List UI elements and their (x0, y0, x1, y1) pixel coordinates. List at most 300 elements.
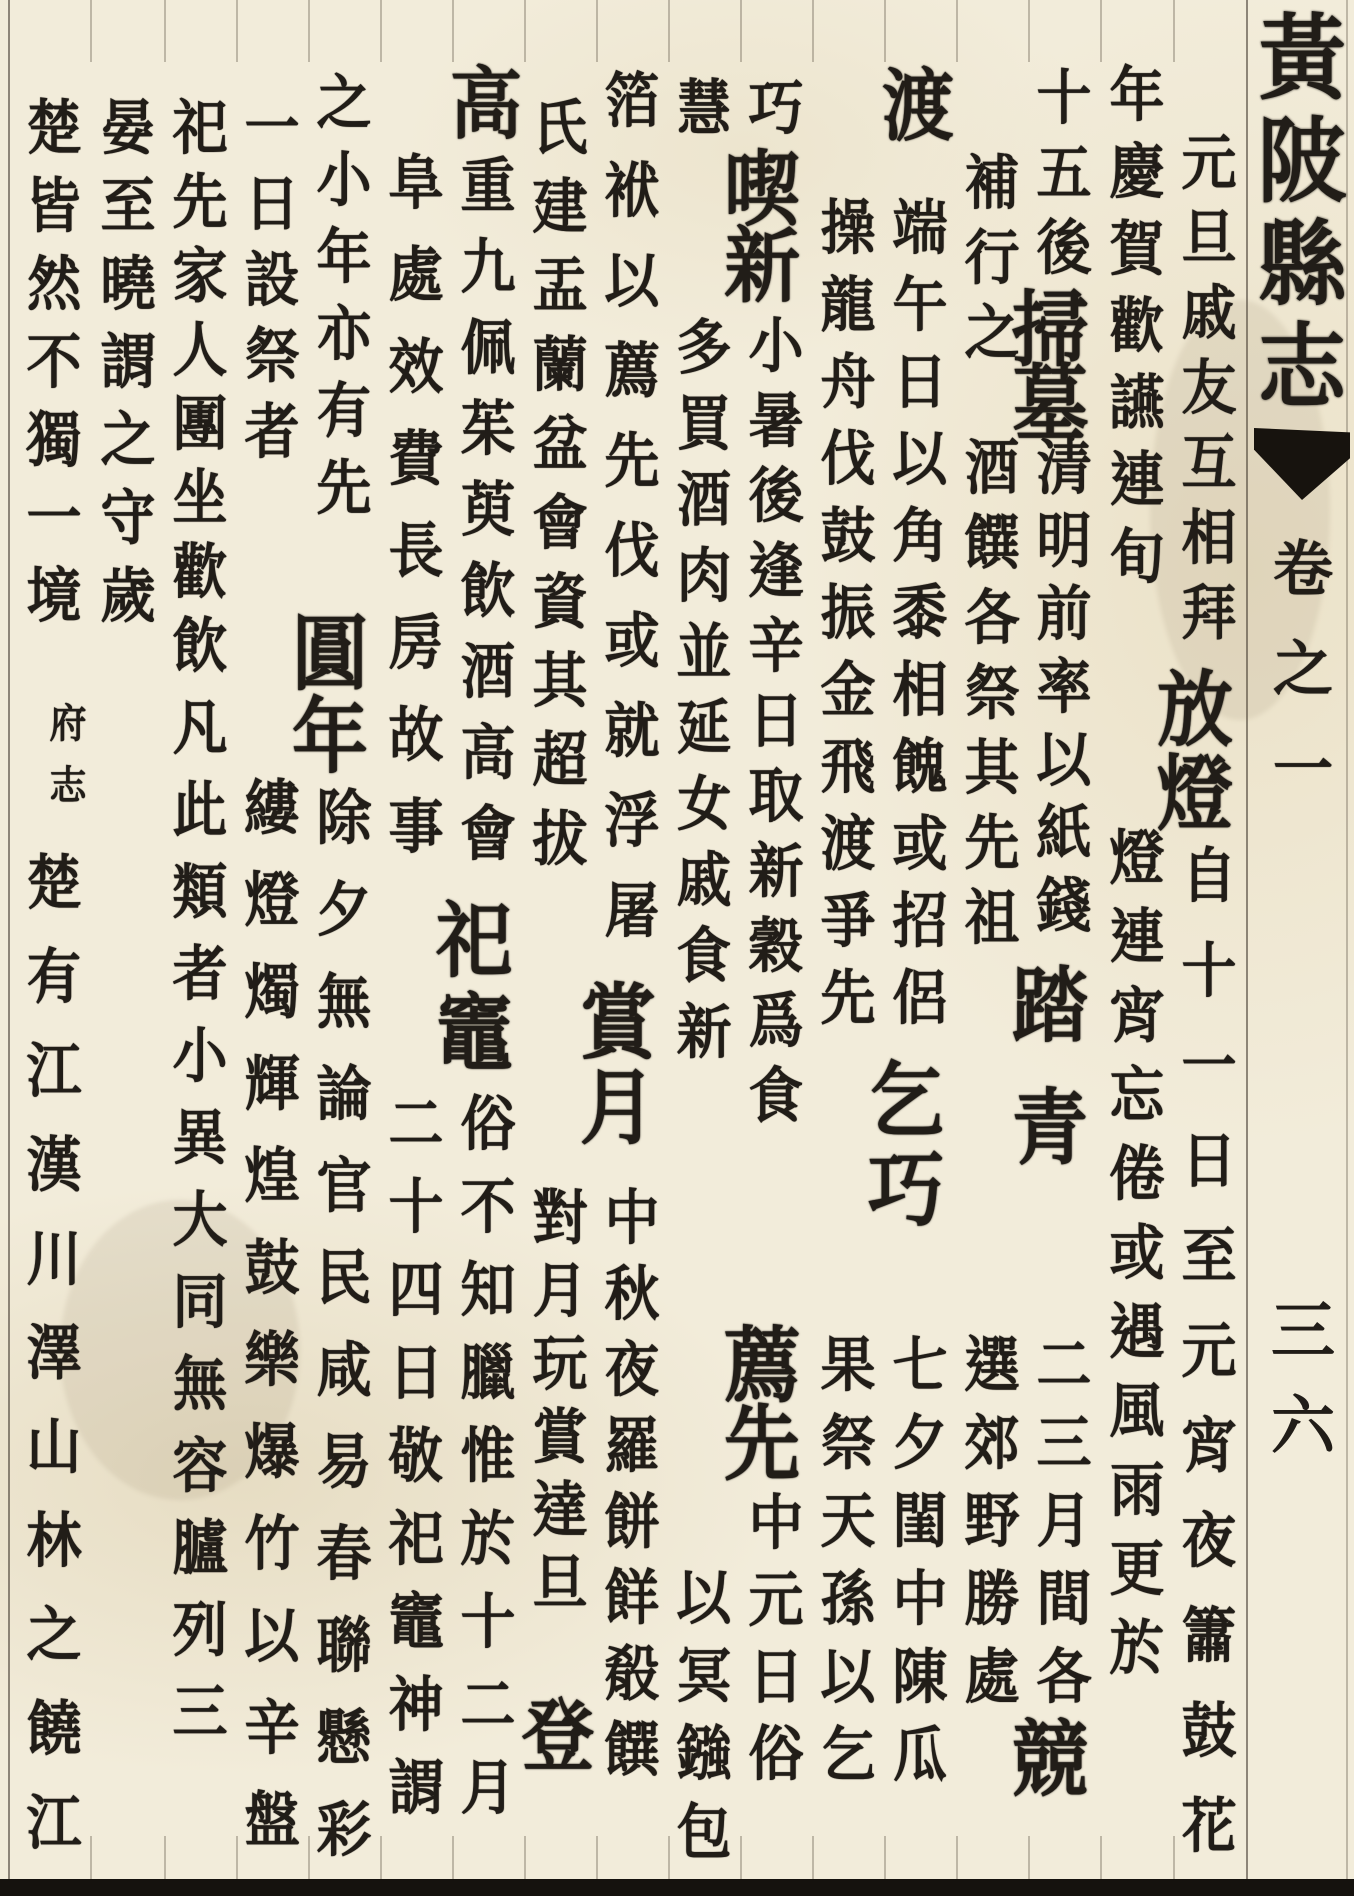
text-glyph: 連 (1109, 444, 1165, 515)
text-glyph: 重 (460, 150, 516, 221)
text-glyph: 資 (532, 566, 588, 637)
festival-header-glyph: 競 (1012, 1711, 1088, 1808)
text-glyph: 以 (892, 423, 948, 494)
text-glyph: 行 (964, 222, 1020, 293)
text-glyph: 酒 (964, 432, 1020, 503)
text-glyph: 殽 (604, 1638, 660, 1709)
text-glyph: 花 (1181, 1790, 1237, 1861)
text-glyph: 屠 (604, 875, 660, 946)
text-glyph: 伐 (604, 515, 660, 586)
text-glyph: 樂 (244, 1324, 300, 1395)
text-glyph: 或 (604, 605, 660, 676)
book-title-glyph: 黃 (1257, 3, 1346, 113)
text-glyph: 飛 (820, 731, 876, 802)
text-glyph: 楚 (26, 847, 82, 918)
column-rule-tick (308, 1836, 310, 1880)
text-glyph: 無 (316, 966, 372, 1037)
text-glyph: 江 (26, 1787, 82, 1858)
text-glyph: 年 (1109, 59, 1165, 130)
festival-header-glyph: 掃 (1012, 281, 1088, 378)
text-glyph: 十 (1036, 62, 1092, 133)
text-glyph: 間 (1036, 1563, 1092, 1634)
text-glyph: 鼓 (244, 1232, 300, 1303)
text-glyph: 並 (676, 616, 732, 687)
festival-header-glyph: 圓 (292, 605, 368, 702)
text-glyph: 忘 (1109, 1059, 1165, 1130)
text-glyph: 年 (316, 221, 372, 292)
text-glyph: 七 (892, 1329, 948, 1400)
text-glyph: 異 (172, 1102, 228, 1173)
festival-header-glyph: 年 (292, 688, 368, 785)
text-glyph: 中 (892, 1563, 948, 1634)
text-glyph: 之 (100, 404, 156, 475)
column-rule-tick (90, 1836, 92, 1880)
text-glyph: 逢 (748, 535, 804, 606)
text-glyph: 竈 (388, 1586, 444, 1657)
text-glyph: 效 (388, 331, 444, 402)
text-glyph: 懸 (316, 1702, 372, 1773)
text-glyph: 守 (100, 482, 156, 553)
text-glyph: 謂 (100, 326, 156, 397)
title-column-separator (1246, 0, 1248, 1896)
text-glyph: 亦 (316, 298, 372, 369)
festival-header-glyph: 先 (724, 1395, 800, 1492)
text-glyph: 閨 (892, 1485, 948, 1556)
text-glyph: 坐 (172, 462, 228, 533)
text-glyph: 食 (748, 1060, 804, 1131)
text-glyph: 風 (1109, 1375, 1165, 1446)
column-rule-tick (164, 1836, 166, 1880)
column-rule-tick (884, 0, 886, 62)
text-glyph: 家 (172, 240, 228, 311)
text-glyph: 處 (388, 239, 444, 310)
text-glyph: 凡 (172, 692, 228, 763)
text-glyph: 府 (49, 699, 87, 747)
text-glyph: 一 (1181, 1030, 1237, 1101)
text-glyph: 辛 (748, 610, 804, 681)
text-glyph: 三 (172, 1676, 228, 1747)
text-glyph: 伐 (820, 423, 876, 494)
festival-header-glyph: 月 (580, 1059, 656, 1156)
text-glyph: 渡 (820, 808, 876, 879)
column-rule-tick (956, 0, 958, 62)
text-glyph: 獨 (26, 404, 82, 475)
text-glyph: 率 (1036, 651, 1092, 722)
column-rule-tick (380, 1836, 382, 1880)
text-glyph: 宵 (1109, 980, 1165, 1051)
text-glyph: 祖 (964, 882, 1020, 953)
text-glyph: 之 (316, 67, 372, 138)
text-glyph: 達 (532, 1474, 588, 1545)
text-glyph: 以 (820, 1641, 876, 1712)
text-glyph: 旬 (1109, 521, 1165, 592)
text-glyph: 於 (460, 1503, 516, 1574)
text-glyph: 月 (460, 1752, 516, 1823)
text-glyph: 巧 (748, 72, 804, 143)
festival-header-glyph: 渡 (881, 59, 954, 152)
text-glyph: 遇 (1109, 1296, 1165, 1367)
text-glyph: 漢 (26, 1129, 82, 1200)
column-rule-tick (236, 1836, 238, 1880)
text-glyph: 買 (676, 388, 732, 459)
text-glyph: 九 (460, 231, 516, 302)
text-glyph: 之 (26, 1599, 82, 1670)
text-glyph: 三 (1036, 1407, 1092, 1478)
text-glyph: 各 (964, 582, 1020, 653)
text-glyph: 中 (604, 1182, 660, 1253)
text-glyph: 夕 (316, 874, 372, 945)
text-glyph: 歡 (1109, 290, 1165, 361)
column-rule-tick (956, 1836, 958, 1880)
text-glyph: 於 (1109, 1612, 1165, 1683)
fishtail-ornament (1254, 428, 1350, 500)
left-page-border (8, 0, 10, 1896)
text-glyph: 新 (676, 996, 732, 1067)
column-rule-tick (668, 1836, 670, 1880)
text-glyph: 對 (532, 1182, 588, 1253)
text-glyph: 更 (1109, 1533, 1165, 1604)
column-rule-tick (1100, 1836, 1102, 1880)
text-glyph: 振 (820, 577, 876, 648)
text-glyph: 以 (244, 1600, 300, 1671)
festival-header-glyph: 登 (521, 1689, 594, 1782)
festival-header-glyph: 乞 (868, 1052, 944, 1149)
text-glyph: 宵 (1181, 1410, 1237, 1481)
text-glyph: 或 (892, 808, 948, 879)
text-glyph: 五 (1036, 137, 1092, 208)
text-glyph: 玩 (532, 1328, 588, 1399)
text-glyph: 日 (388, 1337, 444, 1408)
volume-glyph: 一 (1273, 735, 1333, 805)
text-glyph: 龍 (820, 269, 876, 340)
text-glyph: 輝 (244, 1048, 300, 1119)
column-rule-tick (668, 0, 670, 62)
column-rule-tick (1028, 0, 1030, 62)
festival-header-glyph: 燈 (1157, 745, 1233, 842)
festival-header-glyph: 放 (1157, 661, 1233, 758)
column-rule-tick (452, 0, 454, 62)
text-glyph: 設 (244, 244, 300, 315)
text-glyph: 燈 (1109, 822, 1165, 893)
column-rule-tick (164, 0, 166, 62)
text-glyph: 江 (26, 1035, 82, 1106)
text-glyph: 月 (532, 1255, 588, 1326)
text-glyph: 團 (172, 388, 228, 459)
column-rule-tick (596, 0, 598, 62)
text-glyph: 野 (964, 1485, 1020, 1556)
text-glyph: 元 (1181, 1315, 1237, 1386)
text-glyph: 祭 (820, 1407, 876, 1478)
text-glyph: 臚 (172, 1512, 228, 1583)
text-glyph: 至 (100, 170, 156, 241)
text-glyph: 其 (964, 732, 1020, 803)
text-glyph: 爆 (244, 1416, 300, 1487)
text-glyph: 俗 (748, 1718, 804, 1789)
text-glyph: 鏹 (676, 1718, 732, 1789)
text-glyph: 鼓 (1181, 1695, 1237, 1766)
column-rule-tick (380, 0, 382, 62)
text-glyph: 會 (532, 487, 588, 558)
text-glyph: 爲 (748, 985, 804, 1056)
text-glyph: 川 (26, 1223, 82, 1294)
text-glyph: 互 (1181, 427, 1237, 498)
text-glyph: 瓜 (892, 1719, 948, 1790)
text-glyph: 郊 (964, 1407, 1020, 1478)
text-glyph: 境 (26, 560, 82, 631)
text-glyph: 後 (1036, 212, 1092, 283)
festival-header-glyph: 祀 (436, 892, 512, 989)
text-glyph: 志 (49, 761, 87, 809)
column-rule-tick (1173, 0, 1175, 62)
text-glyph: 袱 (604, 155, 660, 226)
text-glyph: 祭 (964, 657, 1020, 728)
folio-glyph: 六 (1271, 1389, 1335, 1464)
text-glyph: 饒 (26, 1693, 82, 1764)
text-glyph: 除 (316, 782, 372, 853)
text-glyph: 日 (748, 1641, 804, 1712)
text-glyph: 倦 (1109, 1138, 1165, 1209)
text-glyph: 黍 (892, 577, 948, 648)
text-glyph: 小 (172, 1020, 228, 1091)
text-glyph: 不 (26, 326, 82, 397)
text-glyph: 建 (532, 171, 588, 242)
text-glyph: 就 (604, 695, 660, 766)
text-glyph: 操 (820, 192, 876, 263)
text-glyph: 處 (964, 1641, 1020, 1712)
text-glyph: 食 (676, 920, 732, 991)
text-glyph: 勝 (964, 1563, 1020, 1634)
text-glyph: 拔 (532, 803, 588, 874)
text-glyph: 金 (820, 654, 876, 725)
text-glyph: 友 (1181, 352, 1237, 423)
text-glyph: 穀 (748, 910, 804, 981)
text-glyph: 羅 (604, 1410, 660, 1481)
text-glyph: 不 (460, 1171, 516, 1242)
text-glyph: 相 (1181, 502, 1237, 573)
text-glyph: 佩 (460, 312, 516, 383)
text-glyph: 房 (388, 607, 444, 678)
text-glyph: 旦 (532, 1547, 588, 1618)
text-glyph: 知 (460, 1254, 516, 1325)
column-rule-tick (596, 1836, 598, 1880)
text-glyph: 高 (460, 717, 516, 788)
text-glyph: 祭 (244, 320, 300, 391)
column-rule-tick (236, 0, 238, 62)
text-glyph: 各 (1036, 1641, 1092, 1712)
text-glyph: 氏 (532, 92, 588, 163)
text-glyph: 以 (1036, 724, 1092, 795)
text-glyph: 乞 (820, 1719, 876, 1790)
text-glyph: 夕 (892, 1407, 948, 1478)
text-glyph: 二 (1036, 1329, 1092, 1400)
text-glyph: 秋 (604, 1258, 660, 1329)
text-glyph: 一 (26, 482, 82, 553)
text-glyph: 然 (26, 248, 82, 319)
text-glyph: 易 (316, 1426, 372, 1497)
text-glyph: 敬 (388, 1420, 444, 1491)
festival-header-glyph: 墓 (1012, 355, 1088, 452)
festival-header-glyph: 高 (449, 57, 522, 150)
text-glyph: 同 (172, 1266, 228, 1337)
text-glyph: 晏 (100, 92, 156, 163)
text-glyph: 先 (964, 807, 1020, 878)
text-glyph: 祀 (172, 92, 228, 163)
text-glyph: 謂 (388, 1752, 444, 1823)
bottom-border-band (0, 1879, 1354, 1896)
text-glyph: 饌 (964, 507, 1020, 578)
text-glyph: 自 (1181, 840, 1237, 911)
text-glyph: 二 (388, 1088, 444, 1159)
text-glyph: 元 (1181, 127, 1237, 198)
text-glyph: 皆 (26, 170, 82, 241)
text-glyph: 明 (1036, 505, 1092, 576)
column-rule-tick (884, 1836, 886, 1880)
text-glyph: 阜 (388, 147, 444, 218)
text-glyph: 辛 (244, 1692, 300, 1763)
text-glyph: 有 (26, 941, 82, 1012)
text-glyph: 補 (964, 147, 1020, 218)
text-glyph: 簫 (1181, 1600, 1237, 1671)
text-glyph: 超 (532, 724, 588, 795)
text-glyph: 竹 (244, 1508, 300, 1579)
festival-header-glyph: 竈 (436, 985, 512, 1082)
text-glyph: 天 (820, 1485, 876, 1556)
text-glyph: 戚 (676, 844, 732, 915)
text-glyph: 錢 (1036, 870, 1092, 941)
text-glyph: 後 (748, 460, 804, 531)
column-rule-tick (524, 1836, 526, 1880)
text-glyph: 彩 (316, 1794, 372, 1865)
text-glyph: 多 (676, 312, 732, 383)
text-glyph: 歡 (172, 536, 228, 607)
text-glyph: 延 (676, 692, 732, 763)
text-glyph: 十 (388, 1171, 444, 1242)
text-glyph: 官 (316, 1150, 372, 1221)
book-title-glyph: 陂 (1257, 106, 1346, 216)
text-glyph: 歲 (100, 560, 156, 631)
text-glyph: 月 (1036, 1485, 1092, 1556)
text-glyph: 旦 (1181, 202, 1237, 273)
text-glyph: 餅 (604, 1486, 660, 1557)
text-glyph: 至 (1181, 1220, 1237, 1291)
text-glyph: 飲 (172, 610, 228, 681)
text-glyph: 聯 (316, 1610, 372, 1681)
volume-glyph: 卷 (1273, 535, 1333, 605)
text-glyph: 夜 (1181, 1505, 1237, 1576)
text-glyph: 招 (892, 885, 948, 956)
text-glyph: 盆 (532, 408, 588, 479)
text-glyph: 煌 (244, 1140, 300, 1211)
text-glyph: 二 (460, 1669, 516, 1740)
festival-header-glyph: 巧 (868, 1141, 944, 1238)
text-glyph: 讌 (1109, 367, 1165, 438)
text-glyph: 故 (388, 699, 444, 770)
text-glyph: 先 (820, 962, 876, 1033)
text-glyph: 其 (532, 645, 588, 716)
text-glyph: 無 (172, 1348, 228, 1419)
text-glyph: 燈 (244, 864, 300, 935)
column-rule-tick (1028, 1836, 1030, 1880)
column-rule-tick (740, 1836, 742, 1880)
volume-glyph: 之 (1273, 635, 1333, 705)
text-glyph: 神 (388, 1669, 444, 1740)
text-glyph: 小 (316, 144, 372, 215)
text-glyph: 陳 (892, 1641, 948, 1712)
text-glyph: 舟 (820, 346, 876, 417)
text-glyph: 或 (1109, 1217, 1165, 1288)
text-glyph: 女 (676, 768, 732, 839)
text-glyph: 肉 (676, 540, 732, 611)
column-rule-tick (1173, 1836, 1175, 1880)
column-rule-tick (452, 1836, 454, 1880)
text-glyph: 臘 (460, 1337, 516, 1408)
festival-header-glyph: 青 (1012, 1079, 1088, 1176)
text-glyph: 賞 (532, 1401, 588, 1472)
text-glyph: 侶 (892, 962, 948, 1033)
festival-header-glyph: 新 (724, 217, 800, 314)
text-glyph: 盂 (532, 250, 588, 321)
book-title-glyph: 縣 (1257, 209, 1346, 319)
text-glyph: 賀 (1109, 213, 1165, 284)
text-glyph: 元 (748, 1564, 804, 1635)
text-glyph: 茱 (460, 393, 516, 464)
text-glyph: 䬺 (604, 1562, 660, 1633)
text-glyph: 飲 (460, 555, 516, 626)
text-glyph: 列 (172, 1594, 228, 1665)
text-glyph: 小 (748, 310, 804, 381)
text-glyph: 雨 (1109, 1454, 1165, 1525)
column-rule-tick (812, 1836, 814, 1880)
text-glyph: 慧 (676, 72, 732, 143)
text-glyph: 午 (892, 269, 948, 340)
text-glyph: 盤 (244, 1784, 300, 1855)
festival-header-glyph: 薦 (724, 1317, 800, 1414)
text-glyph: 鼓 (820, 500, 876, 571)
text-glyph: 相 (892, 654, 948, 725)
text-glyph: 以 (676, 1562, 732, 1633)
text-glyph: 先 (316, 452, 372, 523)
text-glyph: 人 (172, 314, 228, 385)
column-rule-tick (812, 0, 814, 62)
text-glyph: 果 (820, 1329, 876, 1400)
text-glyph: 有 (316, 375, 372, 446)
text-glyph: 爭 (820, 885, 876, 956)
text-glyph: 類 (172, 856, 228, 927)
text-glyph: 日 (748, 685, 804, 756)
text-glyph: 戚 (1181, 277, 1237, 348)
text-glyph: 日 (892, 346, 948, 417)
text-glyph: 祀 (388, 1503, 444, 1574)
text-glyph: 先 (172, 166, 228, 237)
text-glyph: 包 (676, 1796, 732, 1867)
text-glyph: 長 (388, 515, 444, 586)
text-glyph: 夜 (604, 1334, 660, 1405)
text-glyph: 一 (244, 92, 300, 163)
text-glyph: 慶 (1109, 136, 1165, 207)
column-rule-tick (740, 0, 742, 62)
text-glyph: 春 (316, 1518, 372, 1589)
text-glyph: 選 (964, 1329, 1020, 1400)
text-glyph: 餽 (892, 731, 948, 802)
text-glyph: 俗 (460, 1088, 516, 1159)
festival-header-glyph: 踏 (1012, 957, 1088, 1054)
text-glyph: 取 (748, 760, 804, 831)
text-glyph: 酒 (460, 636, 516, 707)
text-glyph: 惟 (460, 1420, 516, 1491)
text-glyph: 日 (244, 168, 300, 239)
column-rule-tick (1100, 0, 1102, 62)
text-glyph: 萸 (460, 474, 516, 545)
